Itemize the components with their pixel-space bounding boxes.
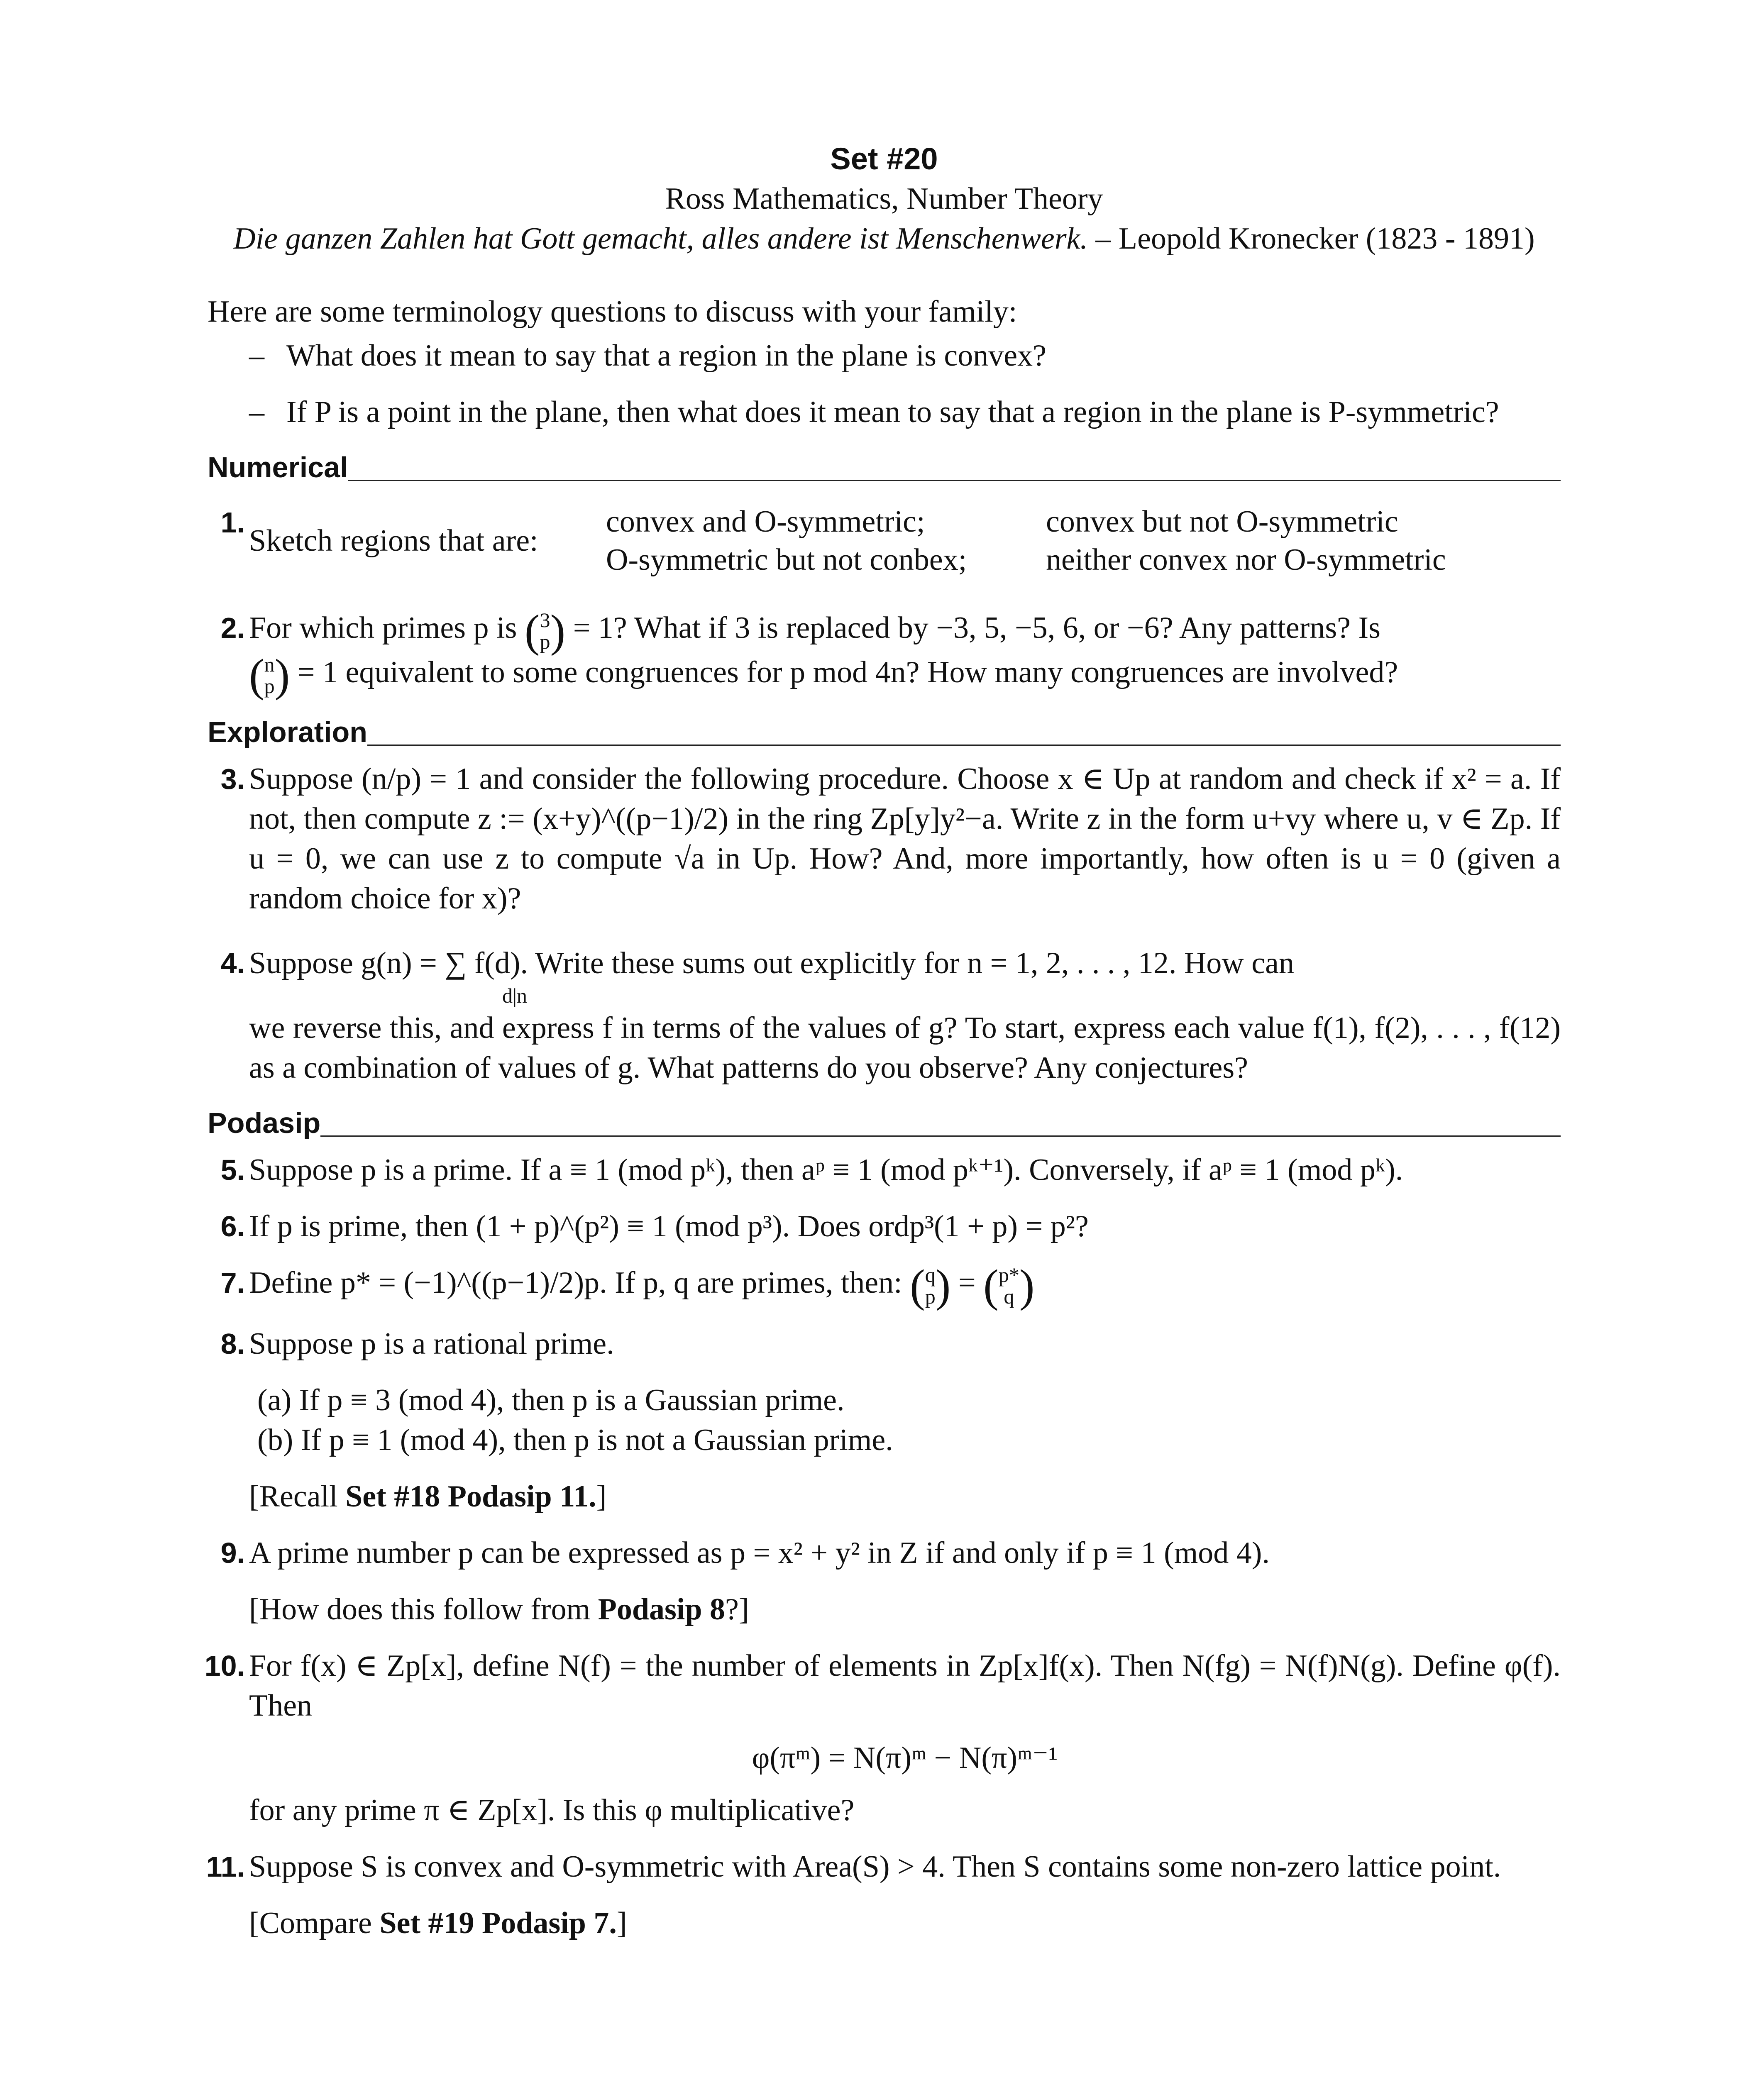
legendre-symbol: n p <box>264 653 275 698</box>
note-text: [How does this follow from <box>249 1592 591 1627</box>
problem-text: Suppose S is convex and O-symmetric with Area(S) > 4. Then S contains some non-zero lattice point. <box>249 1850 1501 1884</box>
epigraph <box>208 219 1561 259</box>
note-text: ] <box>616 1906 627 1941</box>
problem-3 <box>208 759 1561 918</box>
problem-number: 1. <box>220 506 245 539</box>
display-equation: φ(πᵐ) = N(π)ᵐ − N(π)ᵐ⁻¹ <box>752 1741 1058 1775</box>
problem-text: Suppose p is a rational prime. <box>249 1327 614 1361</box>
problem-1-lead: Sketch regions that are: <box>249 524 538 558</box>
problem-number: 10. <box>204 1650 245 1682</box>
problem-number: 11. <box>206 1850 245 1883</box>
problem-text: = 1 equivalent to some congruences for p mod 4n? How many congruences are involved? <box>297 655 1398 690</box>
problem-text: Suppose g(n) = ∑ f(d). Write these sums out explicitly for n = 1, 2, . . . , 12. How can <box>249 946 1294 981</box>
problem-note <box>249 1477 1561 1516</box>
note-text: [Recall <box>249 1479 338 1514</box>
page-subtitle: Ross Mathematics, Number Theory <box>665 182 1103 216</box>
problem-7: 7. Define p* = (−1)^((p−1)/2)p. If p, q are primes, then: ( q p ) = ( p* q ) <box>208 1263 1561 1307</box>
problem-number: 8. <box>220 1328 245 1360</box>
section-numerical <box>208 449 1561 486</box>
legendre-symbol: p* q <box>998 1263 1019 1308</box>
problem-text: A prime number p can be expressed as p = x² + y² in Z if and only if p ≡ 1 (mod 4). <box>249 1536 1270 1570</box>
option: convex and O-symmetric; <box>606 505 925 539</box>
problem-1-grid <box>249 503 1561 579</box>
note-text: [Compare <box>249 1906 372 1941</box>
problem-10 <box>204 1646 1561 1830</box>
problem-8 <box>208 1324 1561 1516</box>
problem-text: If p is prime, then (1 + p)^(p²) ≡ 1 (mod p³). Does ordp³(1 + p) = p²? <box>249 1209 1089 1244</box>
problem-number: 9. <box>220 1537 245 1570</box>
option: convex but not O-symmetric <box>1046 505 1398 539</box>
problem-number: 3. <box>220 763 245 796</box>
option: neither convex nor O-symmetric <box>1046 543 1446 577</box>
problem-1 <box>208 503 1561 579</box>
problem-1-col-2 <box>1046 503 1544 579</box>
legendre-symbol: 3 p <box>540 608 550 654</box>
problem-text: Suppose p is a prime. If a ≡ 1 (mod pᵏ), then aᵖ ≡ 1 (mod pᵏ⁺¹). Conversely, if aᵖ ≡ 1 (mod pᵏ). <box>249 1153 1403 1187</box>
note-reference: Set #18 Podasip 11. <box>345 1479 596 1514</box>
problem-8-part-a: (a) If p ≡ 3 (mod 4), then p is a Gaussian prime. <box>257 1383 845 1418</box>
document-page <box>204 0 1561 1943</box>
problem-text: = 1? What if 3 is replaced by −3, 5, −5, 6, or −6? Any patterns? Is <box>573 611 1380 645</box>
section-label: Numerical <box>208 451 348 483</box>
problem-9 <box>208 1533 1561 1629</box>
note-text: ?] <box>725 1592 749 1627</box>
problem-text: For which primes p is <box>249 611 517 645</box>
problem-note <box>249 1589 1561 1629</box>
legendre-symbol: q p <box>925 1263 936 1308</box>
problem-text: Define p* = (−1)^((p−1)/2)p. If p, q are primes, then: <box>249 1266 902 1300</box>
problem-6 <box>208 1206 1561 1246</box>
problem-text: Suppose (n/p) = 1 and consider the following procedure. Choose x ∈ Up at random and check if x² = a. If not, then compute z := (x+y)^((p−1)/2) in the ring Zp[y]y²−a. Write z in the form u+vy where u, v ∈ Zp. If u = 0, we can use z to compute √a in Up. How? And, more importantly, how often is u = 0 (given a random choice for x)? <box>249 762 1561 916</box>
quote-text: Die ganzen Zahlen hat Gott gemacht, alles andere ist Menschenwerk. <box>233 222 1088 256</box>
problem-1-col-1 <box>606 503 1046 579</box>
section-rule <box>320 1135 1561 1137</box>
problem-8-part-b: (b) If p ≡ 1 (mod 4), then p is not a Gaussian prime. <box>257 1423 893 1457</box>
note-reference: Podasip 8 <box>598 1592 726 1627</box>
section-podasip <box>208 1104 1561 1142</box>
problem-number: 5. <box>220 1154 245 1186</box>
section-rule <box>367 745 1561 746</box>
page-title: Set #20 <box>830 142 938 176</box>
problem-11 <box>208 1847 1561 1943</box>
option: O-symmetric but not conbex; <box>606 543 967 577</box>
intro-bullets <box>208 336 1561 432</box>
problem-number: 4. <box>220 947 245 980</box>
problem-text: we reverse this, and express f in terms of the values of g? To start, express each value f(1), f(2), . . . , f(12) as a combination of values of g. What patterns do you observe? Any conjectures? <box>249 1011 1561 1085</box>
section-label: Exploration <box>208 716 368 749</box>
quote-attribution: – Leopold Kronecker (1823 - 1891) <box>1095 222 1535 256</box>
intro-bullet: – If P is a point in the plane, then what does it mean to say that a region in the plane is P-symmetric? <box>249 395 1499 429</box>
problem-text: For f(x) ∈ Zp[x], define N(f) = the number of elements in Zp[x]f(x). Then N(fg) = N(f)N(g). Define φ(f). Then <box>249 1649 1561 1723</box>
problem-number: 6. <box>220 1210 245 1243</box>
problem-4 <box>208 943 1561 1088</box>
note-reference: Set #19 Podasip 7. <box>379 1906 617 1941</box>
problem-note <box>249 1903 1561 1943</box>
section-label: Podasip <box>208 1107 321 1140</box>
problem-text: for any prime π ∈ Zp[x]. Is this φ multiplicative? <box>249 1793 855 1828</box>
intro-lead: Here are some terminology questions to discuss with your family: <box>208 295 1017 329</box>
problem-2: 2. For which primes p is ( 3 p ) = 1? What if 3 is replaced by −3, 5, −5, 6, or −6? Any patterns? Is ( n p ) = 1 equivalent to some congruences for p mod 4n? How many congruences are involved? <box>208 608 1561 697</box>
intro-bullet: – What does it mean to say that a region in the plane is convex? <box>249 339 1046 373</box>
problem-number: 2. <box>220 612 245 644</box>
bullet-text: What does it mean to say that a region in the plane is convex? <box>286 339 1046 373</box>
section-exploration <box>208 713 1561 751</box>
section-rule <box>348 480 1561 481</box>
bullet-text: If P is a point in the plane, then what does it mean to say that a region in the plane is P-symmetric? <box>286 395 1499 429</box>
note-text: ] <box>596 1479 607 1514</box>
sum-index: d|n <box>502 984 528 1008</box>
problem-5 <box>208 1150 1561 1190</box>
problem-number: 7. <box>220 1267 245 1299</box>
